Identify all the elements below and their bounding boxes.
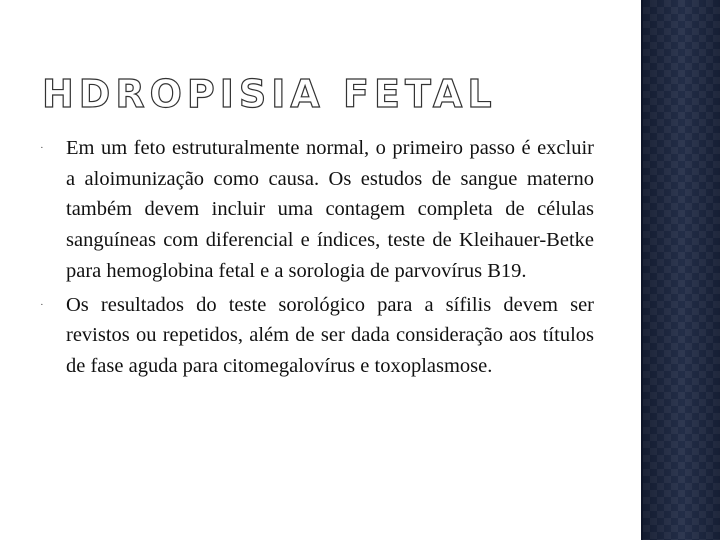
slide-title: HDROPISIA FETAL [42,72,497,116]
bullet-text: Em um feto estruturalmente normal, o primeiro passo é excluir a aloimunização como causa. Os estudos de sangue materno também devem incluir uma contagem completa de células sanguíneas com diferencial e índices, teste de Kleihauer-Betke para hemoglobina fetal e a sorologia de parvovírus B19. [66,137,594,282]
bullet-icon: · [40,298,44,311]
panel-texture [643,0,720,540]
list-item [38,290,594,382]
decorative-side-panel [641,0,720,540]
list-item [38,133,594,287]
bullet-text: Os resultados do teste sorológico para a sífilis devem ser revistos ou repetidos, além de ser dada consideração aos títulos de fase aguda para citomegalovírus e toxoplasmose. [66,293,594,377]
bullet-icon: · [40,142,44,154]
bullet-list [38,133,594,385]
